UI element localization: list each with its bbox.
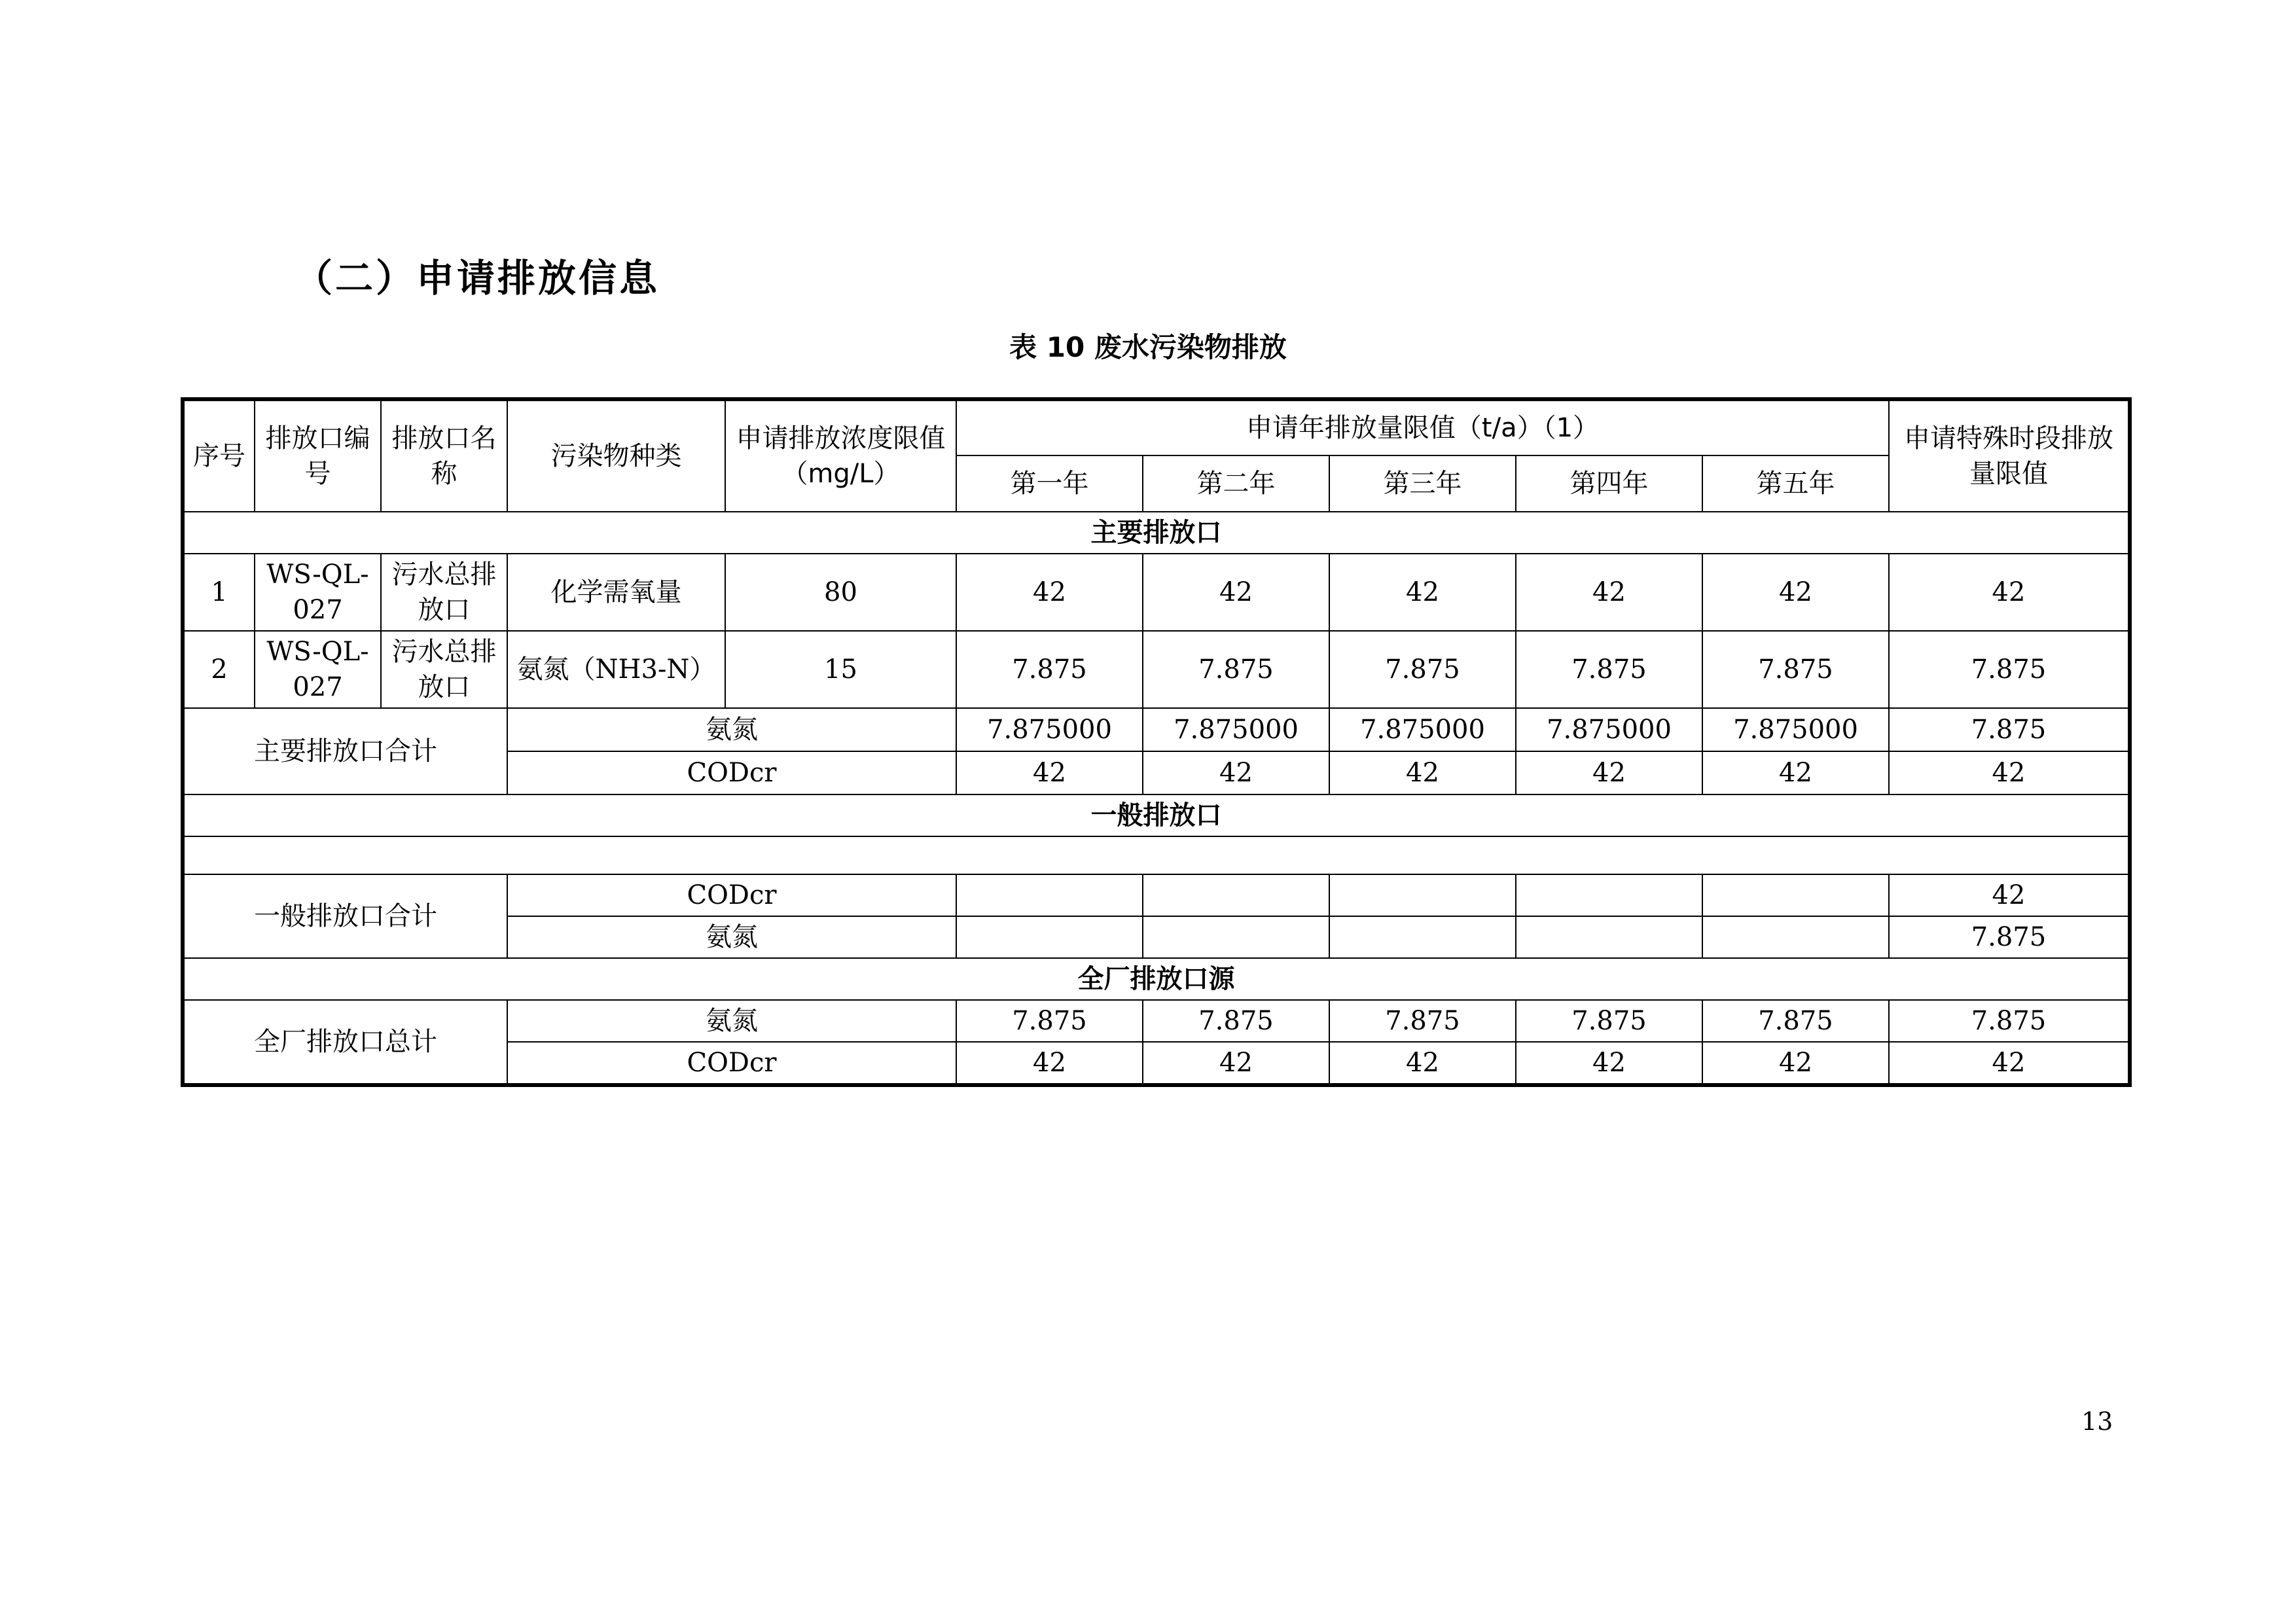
table-row	[183, 631, 2130, 708]
header-year-3: 第三年	[1329, 455, 1516, 512]
cell-special: 7.875	[1889, 916, 2130, 958]
cell-year-5: 42	[1702, 751, 1889, 794]
cell-special: 42	[1889, 751, 2130, 794]
cell-year-4: 7.875	[1516, 631, 1702, 708]
cell-pollutant: 化学需氧量	[507, 554, 725, 631]
cell-outlet-name: 污水总排放口	[381, 631, 507, 708]
cell-special: 42	[1889, 554, 2130, 631]
header-concentration: 申请排放浓度限值（mg/L）	[725, 399, 956, 512]
header-year-4: 第四年	[1516, 455, 1702, 512]
header-year-1: 第一年	[956, 455, 1143, 512]
table-row	[183, 708, 2130, 751]
cell-year-4	[1516, 874, 1702, 916]
cell-special: 42	[1889, 874, 2130, 916]
cell-special: 7.875	[1889, 631, 2130, 708]
cell-year-4: 42	[1516, 751, 1702, 794]
cell-year-1: 42	[956, 1042, 1143, 1085]
cell-year-2: 42	[1143, 751, 1329, 794]
cell-pollutant: 氨氮	[507, 1000, 956, 1042]
cell-pollutant: 氨氮	[507, 916, 956, 958]
cell-year-4: 7.875000	[1516, 708, 1702, 751]
cell-year-5	[1702, 916, 1889, 958]
header-annual-limit: 申请年排放量限值（t/a）（1）	[956, 399, 1889, 455]
cell-pollutant: 氨氮（NH3-N）	[507, 631, 725, 708]
cell-pollutant: CODcr	[507, 1042, 956, 1085]
header-seq: 序号	[183, 399, 255, 512]
table-row	[183, 1000, 2130, 1042]
cell-year-1	[956, 916, 1143, 958]
cell-seq: 1	[183, 554, 255, 631]
cell-year-5: 42	[1702, 1042, 1889, 1085]
cell-year-5: 7.875	[1702, 631, 1889, 708]
cell-year-4: 7.875	[1516, 1000, 1702, 1042]
empty-row	[183, 836, 2130, 874]
cell-year-5: 42	[1702, 554, 1889, 631]
cell-outlet-code: WS-QL-027	[255, 631, 381, 708]
cell-year-3: 7.875000	[1329, 708, 1516, 751]
table-row	[183, 874, 2130, 916]
wastewater-emission-table	[181, 397, 2132, 1087]
cell-year-1: 7.875	[956, 631, 1143, 708]
cell-pollutant: CODcr	[507, 874, 956, 916]
section-plant-outlets: 全厂排放口源	[183, 958, 2130, 1000]
cell-year-2	[1143, 874, 1329, 916]
cell-concentration: 15	[725, 631, 956, 708]
table-caption: 表 10 废水污染物排放	[1009, 331, 1287, 363]
cell-year-5: 7.875	[1702, 1000, 1889, 1042]
header-year-5: 第五年	[1702, 455, 1889, 512]
cell-year-1	[956, 874, 1143, 916]
cell-special: 7.875	[1889, 1000, 2130, 1042]
cell-year-2: 42	[1143, 554, 1329, 631]
page-number: 13	[2081, 1407, 2113, 1436]
cell-year-2: 7.875000	[1143, 708, 1329, 751]
cell-year-1: 7.875000	[956, 708, 1143, 751]
section-heading: （二）申请排放信息	[295, 256, 660, 300]
section-general-outlets: 一般排放口	[183, 794, 2130, 836]
general-total-label: 一般排放口合计	[183, 874, 507, 958]
cell-outlet-name: 污水总排放口	[381, 554, 507, 631]
cell-year-5: 7.875000	[1702, 708, 1889, 751]
cell-year-2: 42	[1143, 1042, 1329, 1085]
header-outlet-name: 排放口名称	[381, 399, 507, 512]
header-pollutant: 污染物种类	[507, 399, 725, 512]
cell-year-4: 42	[1516, 554, 1702, 631]
cell-outlet-code: WS-QL-027	[255, 554, 381, 631]
header-outlet-code: 排放口编号	[255, 399, 381, 512]
cell-year-1: 42	[956, 751, 1143, 794]
plant-total-label: 全厂排放口总计	[183, 1000, 507, 1085]
table-row	[183, 554, 2130, 631]
section-main-outlets: 主要排放口	[183, 512, 2130, 554]
cell-year-2	[1143, 916, 1329, 958]
cell-year-3: 42	[1329, 1042, 1516, 1085]
cell-year-5	[1702, 874, 1889, 916]
header-special-period: 申请特殊时段排放量限值	[1889, 399, 2130, 512]
main-total-label: 主要排放口合计	[183, 708, 507, 794]
cell-year-2: 7.875	[1143, 1000, 1329, 1042]
cell-year-1: 7.875	[956, 1000, 1143, 1042]
cell-concentration: 80	[725, 554, 956, 631]
cell-special: 7.875	[1889, 708, 2130, 751]
cell-year-1: 42	[956, 554, 1143, 631]
cell-year-3	[1329, 874, 1516, 916]
header-year-2: 第二年	[1143, 455, 1329, 512]
cell-year-3	[1329, 916, 1516, 958]
cell-year-3: 42	[1329, 554, 1516, 631]
cell-pollutant: 氨氮	[507, 708, 956, 751]
cell-year-3: 42	[1329, 751, 1516, 794]
cell-year-2: 7.875	[1143, 631, 1329, 708]
cell-seq: 2	[183, 631, 255, 708]
cell-year-3: 7.875	[1329, 631, 1516, 708]
cell-year-3: 7.875	[1329, 1000, 1516, 1042]
cell-special: 42	[1889, 1042, 2130, 1085]
cell-pollutant: CODcr	[507, 751, 956, 794]
cell-year-4: 42	[1516, 1042, 1702, 1085]
cell-year-4	[1516, 916, 1702, 958]
